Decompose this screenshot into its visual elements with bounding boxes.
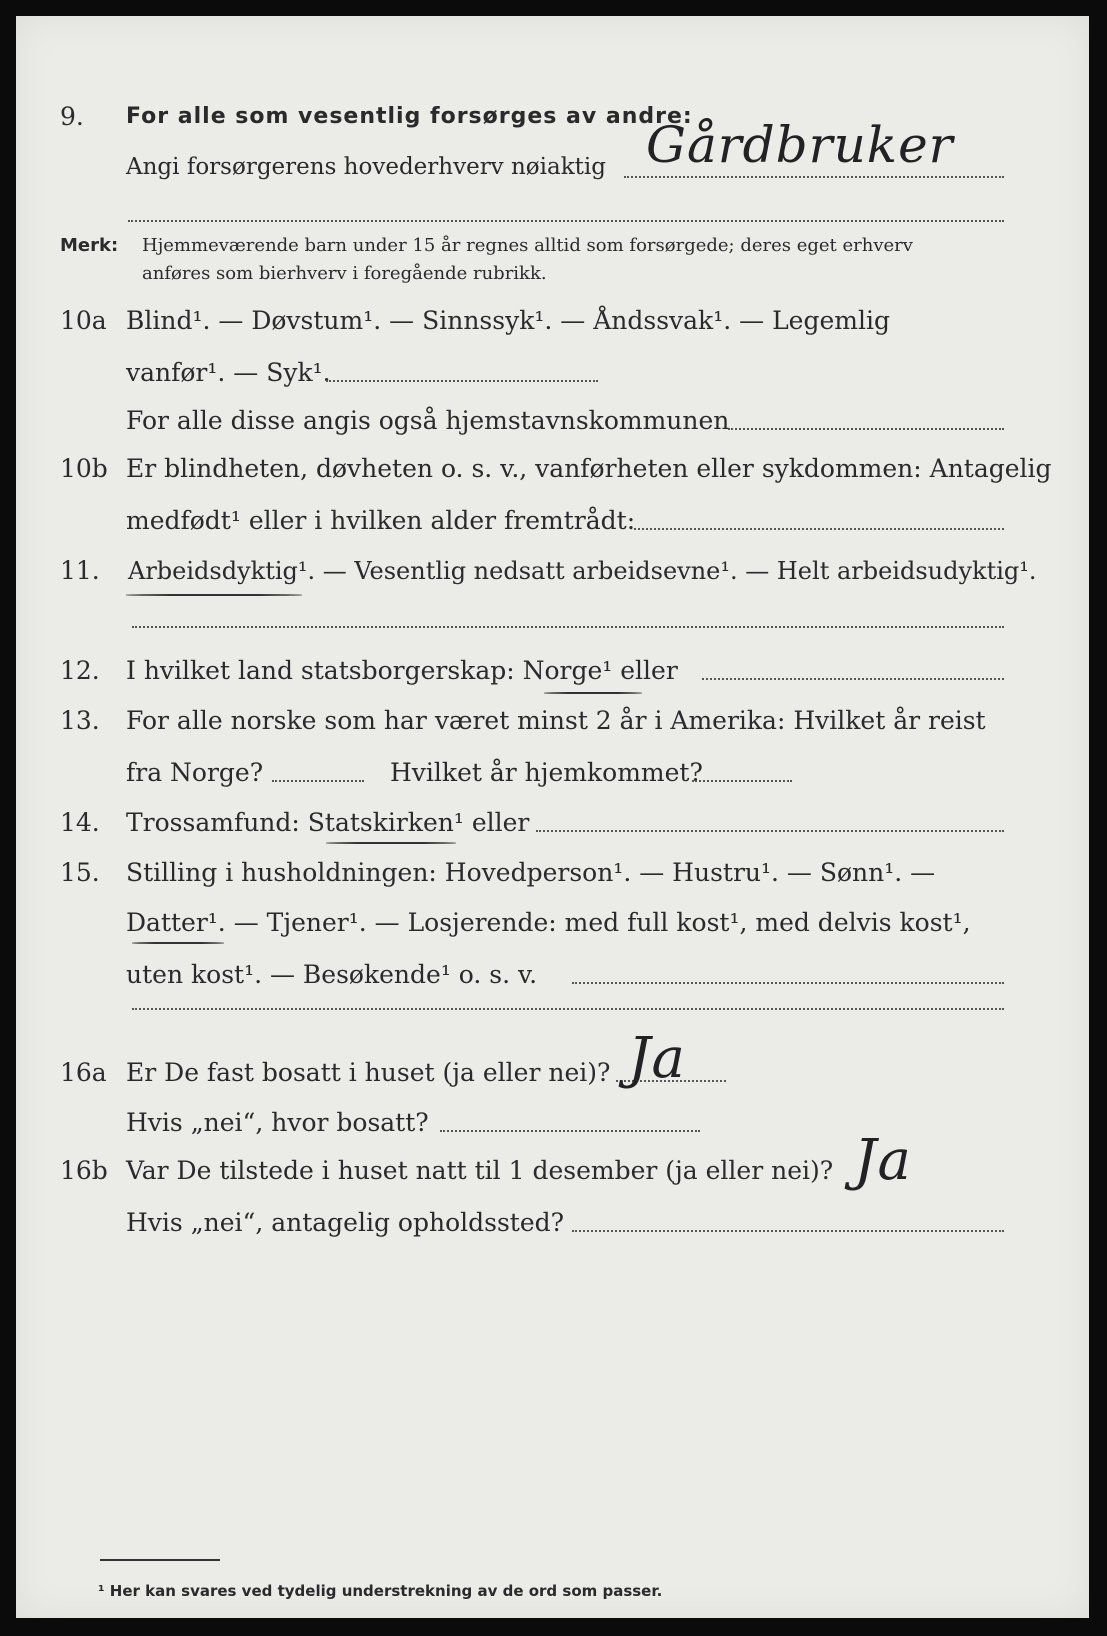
answer-underline-arbeidsdyktig [126, 594, 302, 596]
question-text: For alle disse angis også hjemstavnskommunen [126, 406, 730, 435]
merk-text: anføres som bierhverv i foregående rubrikk. [142, 263, 547, 284]
question-text: Hvilket år hjemkommet? [390, 758, 703, 787]
answer-underline-statskirken [326, 842, 456, 844]
question-number: 11. [60, 556, 100, 585]
handwritten-answer: Ja [854, 1128, 912, 1193]
question-text: For alle som vesentlig forsørges av andre: [126, 104, 693, 129]
question-text: Hvis „nei“, hvor bosatt? [126, 1108, 429, 1137]
footnote: ¹ Her kan svares ved tydelig understrekning av de ord som passer. [98, 1582, 663, 1600]
answer-underline-norge [544, 692, 642, 694]
answer-line [572, 982, 1004, 984]
answer-line [624, 176, 1004, 178]
answer-line [634, 528, 1004, 530]
answer-line [326, 380, 598, 382]
question-number: 12. [60, 656, 100, 685]
question-text: Blind¹. — Døvstum¹. — Sinnssyk¹. — Åndssvak¹. — Legemlig [126, 306, 890, 335]
answer-line [692, 780, 792, 782]
footnote-rule [100, 1559, 220, 1561]
question-number: 10a [60, 306, 107, 335]
question-text: Er De fast bosatt i huset (ja eller nei)? [126, 1058, 611, 1087]
question-number: 14. [60, 808, 100, 837]
merk-label: Merk: [60, 235, 119, 256]
question-text: medfødt¹ eller i hvilken alder fremtrådt: [126, 506, 636, 535]
question-text: Hvis „nei“, antagelig opholdssted? [126, 1208, 565, 1237]
question-text: fra Norge? [126, 758, 264, 787]
answer-line [536, 830, 1004, 832]
answer-line [128, 220, 1004, 222]
question-text: Er blindheten, døvheten o. s. v., vanførheten eller sykdommen: Antagelig [126, 454, 1052, 483]
question-text: I hvilket land statsborgerskap: Norge¹ eller [126, 656, 678, 685]
answer-line [132, 1008, 1004, 1010]
answer-line [132, 626, 1004, 628]
question-text: vanfør¹. — Syk¹. [126, 358, 331, 387]
question-text: Angi forsørgerens hovederhverv nøiaktig [126, 154, 606, 180]
merk-text: Hjemmeværende barn under 15 år regnes alltid som forsørgede; deres eget erhverv [142, 235, 913, 256]
question-text: Arbeidsdyktig¹. — Vesentlig nedsatt arbeidsevne¹. — Helt arbeidsudyktig¹. [128, 557, 1037, 585]
question-number: 16a [60, 1058, 107, 1087]
census-form-page [16, 16, 1089, 1618]
answer-underline-datter [132, 942, 224, 944]
question-number: 13. [60, 706, 100, 735]
handwritten-answer: Ja [628, 1026, 686, 1091]
question-text: Var De tilstede i huset natt til 1 desember (ja eller nei)? [126, 1156, 834, 1185]
question-number: 9. [60, 102, 84, 131]
question-text: Trossamfund: Statskirken¹ eller [126, 808, 530, 837]
answer-line [440, 1130, 700, 1132]
answer-line [572, 1230, 1004, 1232]
question-text: uten kost¹. — Besøkende¹ o. s. v. [126, 960, 538, 989]
handwritten-answer: Gårdbruker [646, 116, 954, 174]
question-number: 15. [60, 858, 100, 887]
question-number: 10b [60, 454, 108, 483]
answer-line [728, 428, 1004, 430]
question-text: Stilling i husholdningen: Hovedperson¹. — Hustru¹. — Sønn¹. — [126, 858, 936, 887]
question-text: Datter¹. — Tjener¹. — Losjerende: med full kost¹, med delvis kost¹, [126, 908, 971, 937]
answer-line [272, 780, 364, 782]
answer-line [702, 678, 1004, 680]
question-text: For alle norske som har været minst 2 år i Amerika: Hvilket år reist [126, 706, 986, 735]
question-number: 16b [60, 1156, 108, 1185]
